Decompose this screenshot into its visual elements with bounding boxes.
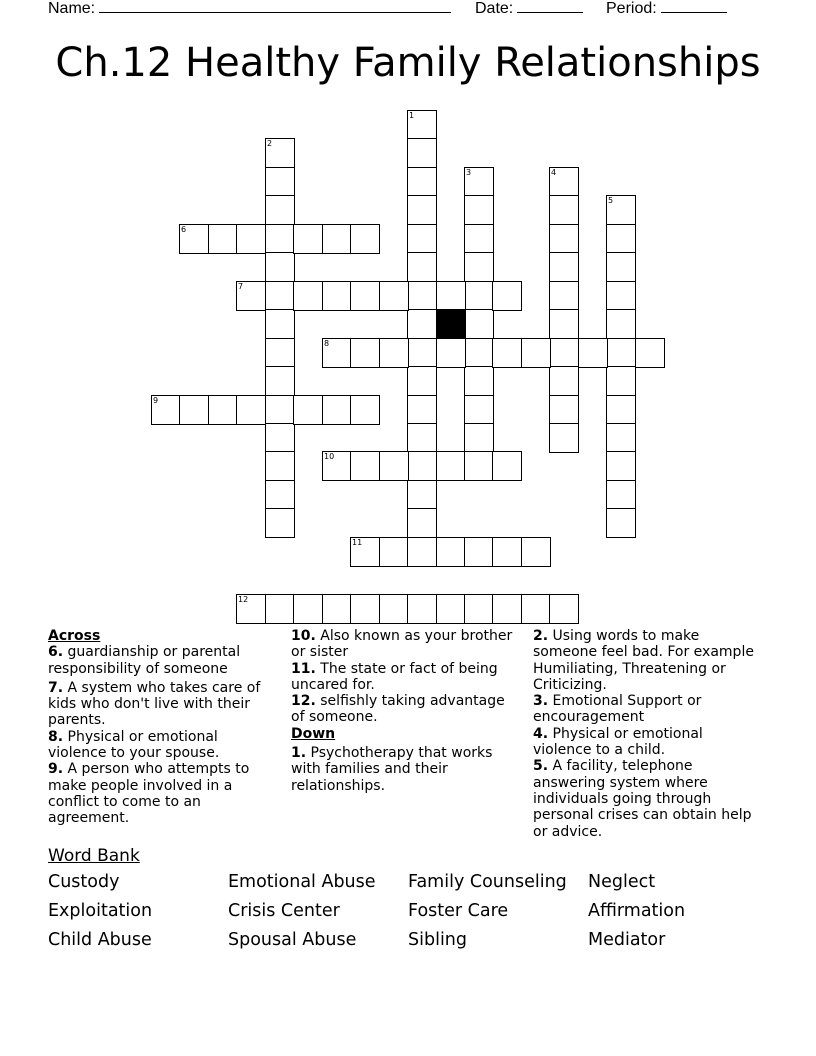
period-label: Period: xyxy=(606,0,657,17)
crossword-cell[interactable] xyxy=(635,338,665,368)
crossword-cell[interactable] xyxy=(464,195,494,225)
crossword-cell[interactable] xyxy=(464,395,494,425)
clue-number: 9 xyxy=(153,396,159,405)
crossword-cell[interactable] xyxy=(350,451,380,481)
crossword-cell[interactable] xyxy=(436,537,466,567)
crossword-cell[interactable] xyxy=(179,395,209,425)
crossword-cell[interactable] xyxy=(407,138,437,168)
crossword-cell[interactable] xyxy=(492,451,522,481)
crossword-cell[interactable] xyxy=(407,366,437,396)
crossword-cell[interactable] xyxy=(521,338,551,368)
crossword-cell[interactable] xyxy=(464,594,494,624)
crossword-cell[interactable] xyxy=(521,594,551,624)
page-title: Ch.12 Healthy Family Relationships xyxy=(55,40,761,86)
crossword-cell[interactable] xyxy=(606,224,636,254)
clue-number: 5 xyxy=(608,196,614,205)
crossword-cell[interactable] xyxy=(236,594,266,624)
crossword-cell[interactable] xyxy=(436,594,466,624)
crossword-cell[interactable] xyxy=(407,167,437,197)
crossword-cell[interactable] xyxy=(179,224,209,254)
word-bank-item: Spousal Abuse xyxy=(228,930,357,950)
clue-down-3: 3. Emotional Support or encouragement xyxy=(533,693,702,726)
crossword-cell[interactable] xyxy=(606,252,636,282)
crossword-black-cell xyxy=(436,309,466,339)
crossword-cell[interactable] xyxy=(606,281,636,311)
crossword-cell[interactable] xyxy=(407,110,437,140)
word-bank-item: Custody xyxy=(48,872,120,892)
crossword-cell[interactable] xyxy=(265,423,295,453)
clue-number: 10 xyxy=(324,452,335,461)
date-label: Date: xyxy=(475,0,514,17)
crossword-cell[interactable] xyxy=(407,480,437,510)
crossword-cell[interactable] xyxy=(379,537,409,567)
clue-number: 6 xyxy=(181,225,187,234)
crossword-cell[interactable] xyxy=(606,508,636,538)
crossword-cell[interactable] xyxy=(236,395,266,425)
crossword-cell[interactable] xyxy=(407,338,437,368)
clue-number: 1 xyxy=(409,111,415,120)
crossword-cell[interactable] xyxy=(265,395,295,425)
crossword-cell[interactable] xyxy=(436,451,466,481)
crossword-cell[interactable] xyxy=(379,594,409,624)
crossword-cell[interactable] xyxy=(464,252,494,282)
word-bank-item: Child Abuse xyxy=(48,930,152,950)
clue-down-4: 4. Physical or emotional violence to a child. xyxy=(533,725,703,759)
across-heading: Across xyxy=(48,628,101,644)
crossword-cell[interactable] xyxy=(407,451,437,481)
clue-number: 11 xyxy=(352,538,363,547)
clue-across-10: 10. Also known as your brother or sister xyxy=(291,628,513,661)
crossword-cell[interactable] xyxy=(407,252,437,282)
crossword-cell[interactable] xyxy=(407,508,437,538)
crossword-cell[interactable] xyxy=(236,224,266,254)
clue-across-7: 7. A system who takes care of kids who don't live with their parents. xyxy=(48,679,261,729)
crossword-cell[interactable] xyxy=(379,451,409,481)
crossword-cell[interactable] xyxy=(407,224,437,254)
word-bank-item: Neglect xyxy=(588,872,656,892)
crossword-cell[interactable] xyxy=(293,224,323,254)
word-bank-item: Crisis Center xyxy=(228,901,340,921)
crossword-cell[interactable] xyxy=(464,338,494,368)
crossword-cell[interactable] xyxy=(350,338,380,368)
crossword-cell[interactable] xyxy=(208,224,238,254)
crossword-cell[interactable] xyxy=(464,423,494,453)
crossword-cell[interactable] xyxy=(350,395,380,425)
crossword-cell[interactable] xyxy=(492,338,522,368)
crossword-cell[interactable] xyxy=(549,309,579,339)
crossword-cell[interactable] xyxy=(350,281,380,311)
crossword-cell[interactable] xyxy=(293,281,323,311)
crossword-cell[interactable] xyxy=(549,224,579,254)
crossword-cell[interactable] xyxy=(549,167,579,197)
clue-number: 3 xyxy=(466,168,472,177)
word-bank-title: Word Bank xyxy=(48,846,140,866)
crossword-cell[interactable] xyxy=(578,338,608,368)
crossword-cell[interactable] xyxy=(549,281,579,311)
crossword-cell[interactable] xyxy=(606,366,636,396)
crossword-cell[interactable] xyxy=(350,594,380,624)
clue-down-5: 5. A facility, telephone answering system where individuals going through personal crises can obtain help or advice. xyxy=(533,758,752,840)
clue-number: 4 xyxy=(551,168,557,177)
crossword-cell[interactable] xyxy=(492,281,522,311)
clue-across-8: 8. Physical or emotional violence to your spouse. xyxy=(48,728,220,762)
crossword-cell[interactable] xyxy=(407,281,437,311)
crossword-cell[interactable] xyxy=(464,167,494,197)
crossword-cell[interactable] xyxy=(265,281,295,311)
crossword-cell[interactable] xyxy=(407,423,437,453)
crossword-cell[interactable] xyxy=(606,338,636,368)
crossword-cell[interactable] xyxy=(322,338,352,368)
word-bank-item: Family Counseling xyxy=(408,872,567,892)
clues-column-2 xyxy=(291,628,519,794)
crossword-cell[interactable] xyxy=(265,309,295,339)
crossword-cell[interactable] xyxy=(293,594,323,624)
crossword-cell[interactable] xyxy=(151,395,181,425)
crossword-cell[interactable] xyxy=(407,594,437,624)
crossword-cell[interactable] xyxy=(549,338,579,368)
word-bank-item: Emotional Abuse xyxy=(228,872,376,892)
crossword-cell[interactable] xyxy=(492,594,522,624)
crossword-cell[interactable] xyxy=(265,224,295,254)
crossword-cell[interactable] xyxy=(265,366,295,396)
crossword-cell[interactable] xyxy=(549,395,579,425)
word-bank-item: Exploitation xyxy=(48,901,153,921)
crossword-cell[interactable] xyxy=(549,195,579,225)
crossword-cell[interactable] xyxy=(265,195,295,225)
crossword-cell[interactable] xyxy=(265,508,295,538)
clue-across-6: 6. guardianship or parental responsibility of someone xyxy=(48,644,241,677)
crossword-cell[interactable] xyxy=(606,451,636,481)
crossword-cell[interactable] xyxy=(521,537,551,567)
word-bank-item: Foster Care xyxy=(408,901,509,921)
crossword-cell[interactable] xyxy=(265,167,295,197)
crossword-cell[interactable] xyxy=(549,366,579,396)
word-bank-item: Mediator xyxy=(588,930,666,950)
name-label: Name: xyxy=(48,0,96,17)
clue-across-12: 12. selfishly taking advantage of someone. xyxy=(291,693,505,726)
clue-down-1: 1. Psychotherapy that works with families and their relationships. xyxy=(291,745,493,794)
crossword-cell[interactable] xyxy=(464,309,494,339)
crossword-cell[interactable] xyxy=(464,366,494,396)
crossword-cell[interactable] xyxy=(407,537,437,567)
crossword-cell[interactable] xyxy=(265,338,295,368)
crossword-cell[interactable] xyxy=(492,537,522,567)
crossword-cell[interactable] xyxy=(293,395,323,425)
clues-column-3 xyxy=(533,628,765,840)
crossword-cell[interactable] xyxy=(322,281,352,311)
crossword-cell[interactable] xyxy=(407,309,437,339)
crossword-cell[interactable] xyxy=(322,224,352,254)
crossword-cell[interactable] xyxy=(236,281,266,311)
crossword-cell[interactable] xyxy=(436,338,466,368)
word-bank-item: Affirmation xyxy=(588,901,686,921)
crossword-cell[interactable] xyxy=(208,395,238,425)
crossword-cell[interactable] xyxy=(464,451,494,481)
crossword-cell[interactable] xyxy=(379,281,409,311)
crossword-cell[interactable] xyxy=(606,195,636,225)
clue-number: 2 xyxy=(267,139,273,148)
crossword-cell[interactable] xyxy=(379,338,409,368)
crossword-cell[interactable] xyxy=(606,395,636,425)
crossword-cell[interactable] xyxy=(322,451,352,481)
crossword-cell[interactable] xyxy=(265,138,295,168)
crossword-cell[interactable] xyxy=(265,252,295,282)
down-heading: Down xyxy=(291,725,336,742)
crossword-cell[interactable] xyxy=(464,537,494,567)
clue-number: 8 xyxy=(324,339,330,348)
crossword-cell[interactable] xyxy=(322,594,352,624)
crossword-cell[interactable] xyxy=(464,224,494,254)
crossword-cell[interactable] xyxy=(549,594,579,624)
clue-across-11: 11. The state or fact of being uncared for. xyxy=(291,660,498,693)
clues-column-1 xyxy=(48,628,278,827)
word-bank-item: Sibling xyxy=(408,930,468,950)
crossword-cell[interactable] xyxy=(322,395,352,425)
clue-across-9: 9. A person who attempts to make people involved in a conflict to come to an agreement. xyxy=(48,761,250,827)
crossword-cell[interactable] xyxy=(436,281,466,311)
crossword-cell[interactable] xyxy=(606,309,636,339)
clue-number: 12 xyxy=(238,595,249,604)
clue-number: 7 xyxy=(238,282,244,291)
crossword-cell[interactable] xyxy=(464,281,494,311)
clue-down-2: 2. Using words to make someone feel bad. For example Humiliating, Threatening or Criticizing. xyxy=(533,628,754,693)
crossword-cell[interactable] xyxy=(265,451,295,481)
crossword-cell[interactable] xyxy=(407,195,437,225)
crossword-cell[interactable] xyxy=(606,480,636,510)
crossword-cell[interactable] xyxy=(606,423,636,453)
crossword-cell[interactable] xyxy=(350,224,380,254)
crossword-cell[interactable] xyxy=(350,537,380,567)
crossword-cell[interactable] xyxy=(549,252,579,282)
crossword-cell[interactable] xyxy=(549,423,579,453)
crossword-cell[interactable] xyxy=(407,395,437,425)
crossword-cell[interactable] xyxy=(265,480,295,510)
crossword-cell[interactable] xyxy=(265,594,295,624)
